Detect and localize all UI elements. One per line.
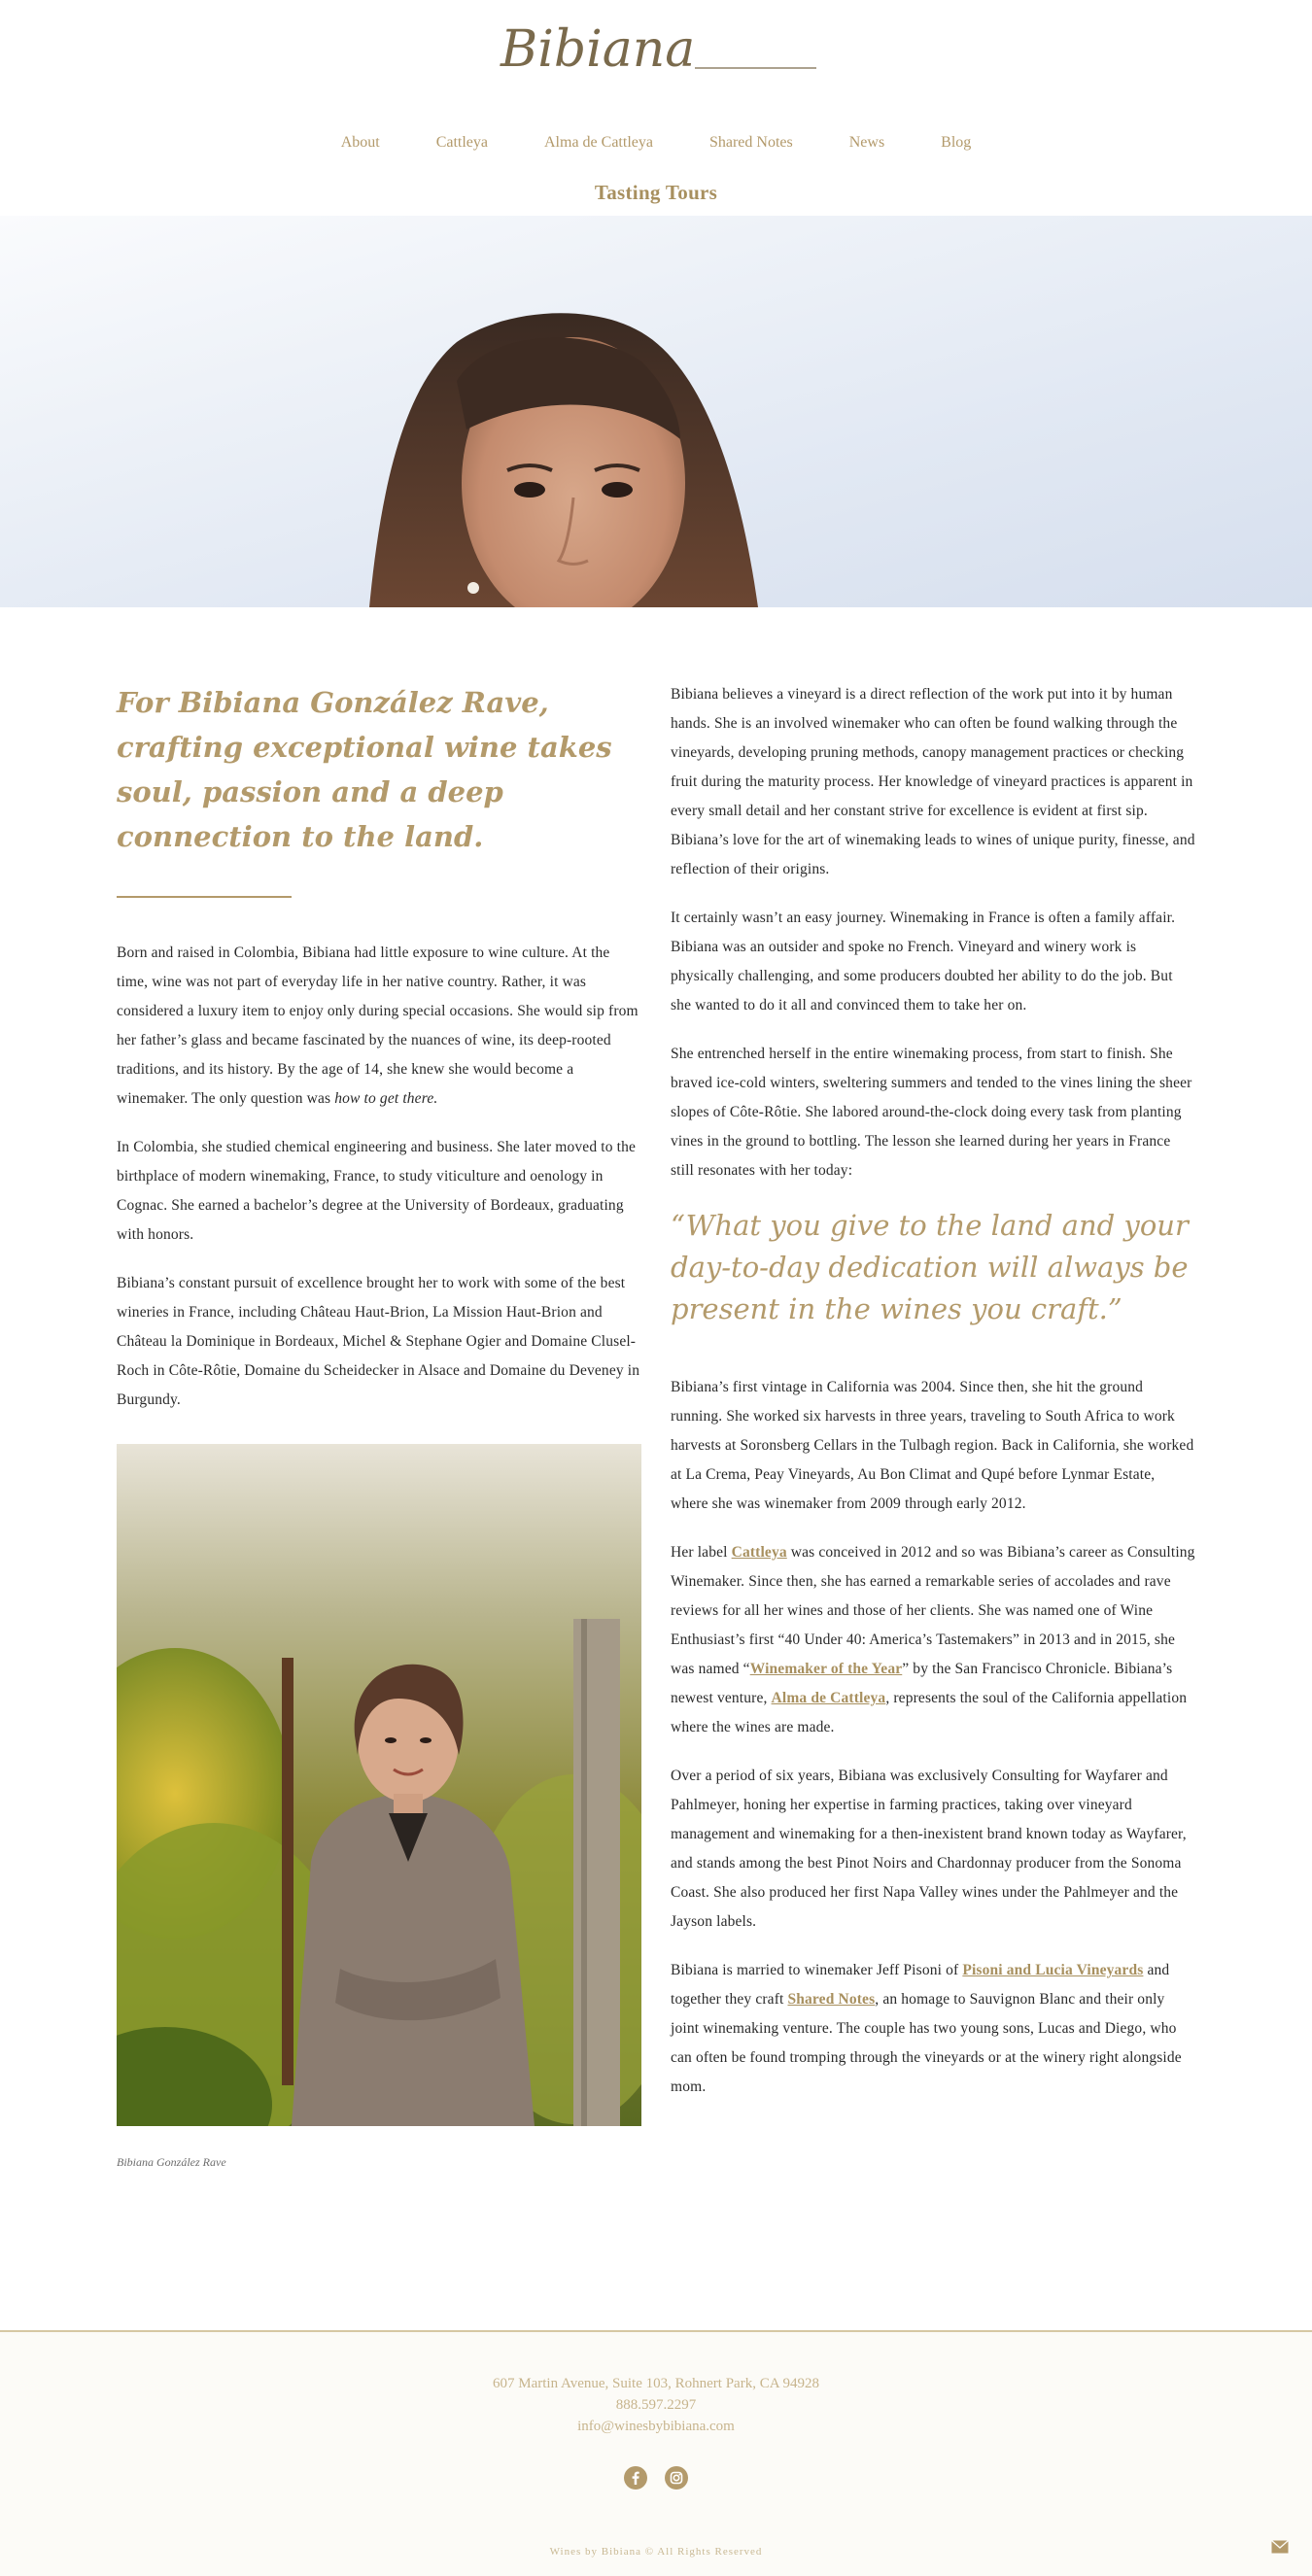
paragraph: She entrenched herself in the entire winemaking process, from start to finish. She braved ice-cold winters, sweltering summers and tended to the vines lining the sheer slopes of Côte-Rôtie. She labored around-the-clock doing every task from planting vines in the ground to bottling. The lesson she learned during her years in France still resonates with her today:	[671, 1046, 1192, 1179]
paragraph: Bibiana’s constant pursuit of excellence brought her to work with some of the best wineries in France, including Château Haut-Brion, La Mission Haut-Brion and Château la Dominique in Bordeaux, Michel & Stephane Ogier and Domaine Clusel-Roch in Côte-Rôtie, Domaine du Scheidecker in Alsace and Domaine du Deveney in Burgundy.	[117, 1275, 640, 1408]
nav-shared-notes[interactable]: Shared Notes	[708, 134, 793, 151]
instagram-icon[interactable]	[665, 2466, 688, 2490]
mail-icon[interactable]	[1271, 2540, 1289, 2554]
link-pisoni-lucia[interactable]: Pisoni and Lucia Vineyards	[962, 1962, 1144, 1978]
social-links	[0, 2466, 1312, 2493]
link-winemaker-of-the-year[interactable]: Winemaker of the Year	[749, 1661, 903, 1677]
intro-quote: For Bibiana González Rave, crafting exceptional wine takes soul, passion and a deep connection to the land.	[117, 686, 612, 853]
footer-phone[interactable]: 888.597.2297	[615, 2397, 697, 2413]
paragraph: In Colombia, she studied chemical engineering and business. She later moved to the birthplace of modern winemaking, France, to study viticulture and oenology in Cognac. She earned a bachelor’s degree at the University of Bordeaux, graduating with honors.	[117, 1139, 637, 1243]
nav-blog[interactable]: Blog	[941, 134, 972, 151]
portrait-photo	[117, 1444, 641, 2126]
paragraph: Bibiana’s first vintage in California was 2004. Since then, she hit the ground running. She worked six harvests in three years, traveling to South Africa to work harvests at Soronsberg Cellars in the Tulbagh region. Back in California, she worked at La Crema, Peay Vineyards, Au Bon Climat and Qupé before Lynmar Estate, where she was winemaker from 2009 through early 2012.	[671, 1379, 1194, 1512]
secondary-nav	[0, 181, 1312, 205]
paragraph-text: was conceived in 2012 and so was Bibiana’s career as Consulting Winemaker. Since then, she has earned a remarkable series of accolades and rave reviews for all her wines and those of her clients. She was named one of Wine Enthusiast’s first “40 Under 40: America’s Tastemakers” in 2013 and in 2015, she was named “	[671, 1544, 1195, 1677]
paragraph: It certainly wasn’t an easy journey. Winemaking in France is often a family affair. Bibiana was an outsider and spoke no French. Vineyard and winery work is physically challenging, and some producers doubted her ability to do the job. But she wanted to do it all and convinced them to take her on.	[671, 910, 1176, 1013]
main-nav	[0, 132, 1312, 155]
nav-alma-de-cattleya[interactable]: Alma de Cattleya	[544, 134, 653, 151]
right-column	[671, 680, 1195, 2121]
paragraph-text: , represents the soul of the California appellation where the wines are made.	[671, 1690, 1188, 1735]
footer-address[interactable]: 607 Martin Avenue, Suite 103, Rohnert Park, CA 94928	[493, 2376, 819, 2391]
paragraph-text: ” by the San Francisco Chronicle. Bibiana’s newest venture,	[671, 1661, 1173, 1706]
copyright: Wines by Bibiana © All Rights Reserved	[549, 2546, 763, 2558]
logo-script	[491, 8, 826, 86]
nav-tasting-tours[interactable]: Tasting Tours	[594, 181, 718, 204]
vineyard-photo	[117, 1444, 641, 2126]
divider	[117, 896, 292, 898]
paragraph-text: Born and raised in Colombia, Bibiana had little exposure to wine culture. At the time, wine was not part of everyday life in her native country. Rather, it was considered a luxury item to enjoy only during special occasions. She would sip from her father’s glass and became fascinated by the nuances of wine, its deep-rooted traditions, and its history. By the age of 14, she knew she would become a winemaker. The only question was	[117, 945, 639, 1107]
footer-email[interactable]: info@winesbybibiana.com	[577, 2419, 735, 2434]
nav-news[interactable]: News	[848, 134, 885, 151]
pull-quote: “What you give to the land and your day-to-day dedication will always be present in the wines you craft.”	[671, 1209, 1189, 1325]
link-alma-de-cattleya[interactable]: Alma de Cattleya	[771, 1690, 886, 1706]
facebook-icon[interactable]	[624, 2466, 647, 2490]
hero-portrait	[0, 216, 1312, 607]
hero-image	[0, 216, 1312, 607]
paragraph	[117, 939, 641, 1114]
about-content	[117, 680, 1195, 2293]
nav-cattleya[interactable]: Cattleya	[435, 134, 488, 151]
logo[interactable]	[491, 8, 826, 86]
paragraph: Bibiana believes a vineyard is a direct reflection of the work put into it by human hands. She is an involved winemaker who can often be found walking through the vineyards, developing pruning methods, canopy management practices or checking fruit during the maturity process. Her knowledge of vineyard practices is apparent in every small detail and her constant strive for excellence is evident at first sip. Bibiana’s love for the art of winemaking leads to wines of unique purity, finesse, and reflection of their origins.	[671, 686, 1195, 877]
photo-caption: Bibiana González Rave	[117, 2155, 226, 2169]
site-footer	[0, 2330, 1312, 2576]
paragraph-text: Bibiana is married to winemaker Jeff Pisoni of	[671, 1962, 963, 1978]
logo-text: Bibiana	[501, 20, 696, 79]
link-cattleya[interactable]: Cattleya	[731, 1544, 787, 1561]
paragraph-text: Her label	[671, 1544, 732, 1561]
left-column	[117, 680, 641, 2170]
link-shared-notes[interactable]: Shared Notes	[787, 1991, 876, 2008]
site-header	[0, 0, 1312, 216]
paragraph	[671, 1538, 1195, 1742]
paragraph-text: , an homage to Sauvignon Blanc and their only joint winemaking venture. The couple has two young sons, Lucas and Diego, who can often be found tromping through the vineyards or at the winery right alongside mom.	[671, 1991, 1182, 2095]
emphasis-text: how to get there.	[334, 1090, 438, 1107]
paragraph	[671, 1956, 1195, 2102]
nav-about[interactable]: About	[340, 134, 380, 151]
paragraph-text: and together they craft	[671, 1962, 1170, 2008]
paragraph: Over a period of six years, Bibiana was exclusively Consulting for Wayfarer and Pahlmeyer, honing her expertise in farming practices, taking over vineyard management and winemaking for a then-inexistent brand known today as Wayfarer, and stands among the best Pinot Noirs and Chardonnay producer from the Sonoma Coast. She also produced her first Napa Valley wines under the Pahlmeyer and the Jayson labels.	[671, 1768, 1187, 1930]
